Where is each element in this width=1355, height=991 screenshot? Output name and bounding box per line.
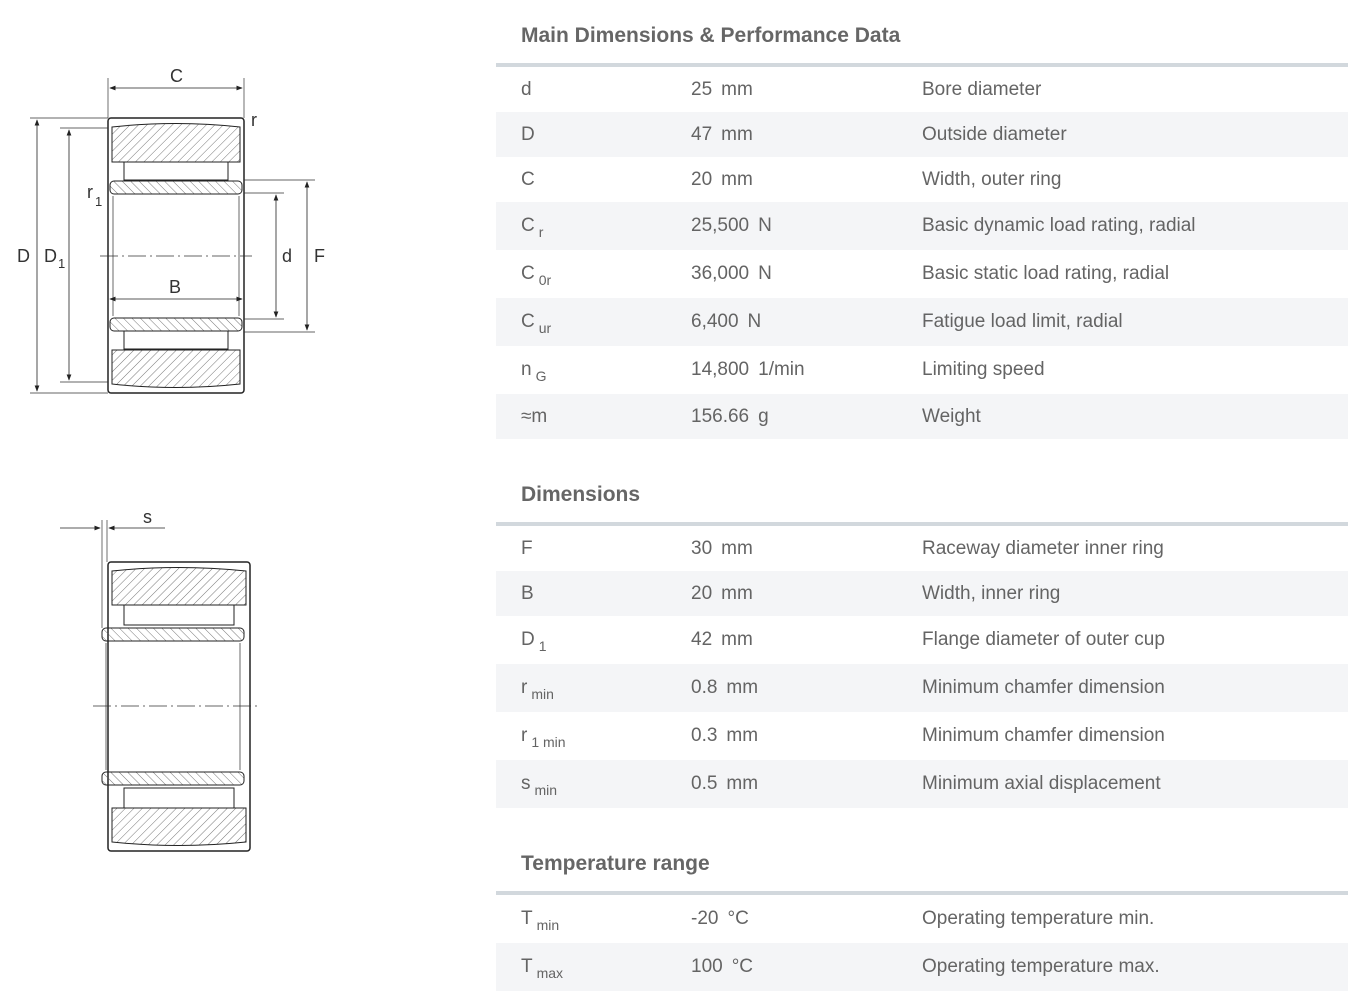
symbol-subscript: min bbox=[531, 686, 554, 702]
table-row bbox=[496, 616, 1348, 664]
description: Minimum chamfer dimension bbox=[922, 725, 1165, 746]
description: Outside diameter bbox=[897, 112, 1348, 157]
needle-bottom bbox=[124, 788, 234, 808]
label-C: C bbox=[170, 66, 183, 86]
unit: mm bbox=[721, 629, 753, 650]
value-cell bbox=[666, 67, 897, 112]
symbol-subscript: min bbox=[534, 782, 558, 798]
symbol: T bbox=[521, 908, 533, 929]
table-row bbox=[496, 298, 1348, 346]
symbol: d bbox=[521, 78, 532, 100]
symbol-subscript: r bbox=[538, 224, 544, 240]
description: Limiting speed bbox=[922, 359, 1045, 380]
label-d: d bbox=[282, 246, 293, 266]
symbol: B bbox=[521, 582, 534, 604]
main-dimensions-table bbox=[496, 67, 1348, 439]
unit: mm bbox=[721, 168, 753, 190]
inner-ring-top bbox=[102, 628, 244, 641]
description: Weight bbox=[897, 394, 1348, 439]
symbol: C bbox=[521, 168, 535, 190]
section-main-dimensions bbox=[496, 0, 1348, 439]
symbol-subscript: 0r bbox=[538, 272, 552, 288]
value-cell bbox=[666, 760, 897, 808]
value-cell bbox=[666, 664, 897, 712]
section-temperature-range bbox=[496, 828, 1348, 991]
description: Minimum chamfer dimension bbox=[897, 664, 1348, 712]
label-s: s bbox=[143, 507, 152, 527]
symbol-cell bbox=[496, 157, 666, 202]
table-row bbox=[496, 346, 1348, 394]
inner-ring-top bbox=[110, 181, 242, 194]
value-cell bbox=[666, 616, 897, 664]
symbol-cell bbox=[496, 712, 666, 760]
symbol-subscript: G bbox=[535, 368, 547, 384]
symbol-subscript: 1 bbox=[538, 638, 547, 654]
symbol: r bbox=[521, 725, 528, 746]
label-D1-sub: 1 bbox=[58, 256, 66, 271]
table-row bbox=[496, 67, 1348, 112]
value-cell bbox=[666, 157, 897, 202]
symbol: C bbox=[521, 311, 535, 332]
value-cell bbox=[666, 202, 897, 250]
table-row bbox=[496, 526, 1348, 571]
value: 14,800 bbox=[691, 359, 750, 380]
symbol-subscript: max bbox=[536, 965, 564, 981]
table-row bbox=[496, 712, 1348, 760]
value: -20 bbox=[691, 908, 719, 929]
label-D1: D bbox=[44, 246, 57, 266]
inner-ring-bottom bbox=[102, 772, 244, 785]
outer-ring-bottom bbox=[112, 808, 246, 846]
value: 0.8 bbox=[691, 677, 718, 698]
unit: N bbox=[758, 263, 772, 284]
symbol-cell bbox=[496, 943, 666, 991]
symbol-cell bbox=[496, 895, 666, 943]
section-title: Dimensions bbox=[521, 483, 641, 506]
value-cell bbox=[666, 712, 897, 760]
label-r1: r bbox=[87, 182, 93, 202]
section-dimensions bbox=[496, 459, 1348, 808]
table-row bbox=[496, 760, 1348, 808]
table-row bbox=[496, 112, 1348, 157]
value: 20 bbox=[691, 582, 713, 604]
symbol: D bbox=[521, 629, 535, 650]
value: 156.66 bbox=[691, 405, 750, 427]
description: Bore diameter bbox=[922, 78, 1042, 100]
unit: °C bbox=[727, 908, 749, 929]
table-row bbox=[496, 157, 1348, 202]
section-title: Main Dimensions & Performance Data bbox=[521, 24, 901, 47]
value: 0.3 bbox=[691, 725, 718, 746]
value-cell bbox=[666, 526, 897, 571]
description: Width, inner ring bbox=[897, 571, 1348, 616]
table-row bbox=[496, 943, 1348, 991]
symbol-cell bbox=[496, 202, 666, 250]
symbol-cell bbox=[496, 571, 666, 616]
value: 6,400 bbox=[691, 311, 739, 332]
value-cell bbox=[666, 298, 897, 346]
unit: °C bbox=[731, 956, 754, 977]
description: Minimum axial displacement bbox=[897, 760, 1348, 808]
needle-top bbox=[124, 605, 234, 625]
value: 25 bbox=[691, 78, 713, 100]
unit: g bbox=[758, 405, 769, 427]
value: 47 bbox=[691, 123, 713, 145]
value: 25,500 bbox=[691, 215, 750, 236]
value-cell bbox=[666, 250, 897, 298]
symbol: s bbox=[521, 773, 531, 794]
symbol-cell bbox=[496, 346, 666, 394]
dimensions-table bbox=[496, 526, 1348, 808]
description: Width, outer ring bbox=[922, 168, 1062, 190]
table-row bbox=[496, 895, 1348, 943]
symbol-cell bbox=[496, 250, 666, 298]
unit: mm bbox=[721, 123, 753, 145]
label-F: F bbox=[314, 246, 325, 266]
label-B: B bbox=[169, 277, 182, 297]
symbol-cell bbox=[496, 298, 666, 346]
label-r: r bbox=[251, 110, 257, 130]
unit: N bbox=[747, 311, 762, 332]
unit: mm bbox=[726, 725, 759, 746]
value: 36,000 bbox=[691, 263, 750, 284]
needle-top bbox=[124, 162, 228, 180]
description: Operating temperature max. bbox=[897, 943, 1348, 991]
value-cell bbox=[666, 895, 897, 943]
needle-bottom bbox=[124, 331, 228, 349]
symbol-cell bbox=[496, 760, 666, 808]
symbol-subscript: 1 min bbox=[531, 734, 566, 750]
outer-ring-bottom bbox=[112, 350, 240, 388]
symbol-cell bbox=[496, 616, 666, 664]
symbol: C bbox=[521, 215, 535, 236]
symbol-subscript: min bbox=[536, 917, 560, 933]
label-D: D bbox=[17, 246, 30, 266]
symbol-cell bbox=[496, 112, 666, 157]
value: 30 bbox=[691, 537, 713, 559]
unit: mm bbox=[726, 677, 759, 698]
symbol-cell bbox=[496, 526, 666, 571]
table-row bbox=[496, 571, 1348, 616]
unit: N bbox=[758, 215, 772, 236]
inner-ring-bottom bbox=[110, 318, 242, 331]
symbol: F bbox=[521, 537, 533, 559]
value-cell bbox=[666, 943, 897, 991]
table-row bbox=[496, 202, 1348, 250]
symbol-cell bbox=[496, 664, 666, 712]
value-cell bbox=[666, 394, 897, 439]
symbol: ≈m bbox=[521, 405, 548, 427]
value: 100 bbox=[691, 956, 723, 977]
symbol-cell bbox=[496, 67, 666, 112]
symbol: n bbox=[521, 359, 532, 380]
symbol: r bbox=[521, 677, 528, 698]
outer-ring-top bbox=[112, 568, 246, 606]
description: Fatigue load limit, radial bbox=[897, 298, 1348, 346]
label-r1-sub: 1 bbox=[95, 194, 103, 209]
value: 20 bbox=[691, 168, 713, 190]
specification-tables bbox=[496, 0, 1348, 991]
unit: mm bbox=[721, 537, 753, 559]
unit: 1/min bbox=[758, 359, 805, 380]
bearing-axial-displacement-drawing bbox=[40, 500, 280, 860]
table-row bbox=[496, 394, 1348, 439]
table-row bbox=[496, 250, 1348, 298]
description: Basic static load rating, radial bbox=[922, 263, 1170, 284]
bearing-cross-section-drawing bbox=[0, 55, 340, 405]
section-title: Temperature range bbox=[521, 852, 710, 875]
outer-ring-top bbox=[112, 124, 240, 163]
value: 0.5 bbox=[691, 773, 718, 794]
symbol-cell bbox=[496, 394, 666, 439]
table-row bbox=[496, 664, 1348, 712]
symbol-subscript: ur bbox=[538, 320, 552, 336]
description: Basic dynamic load rating, radial bbox=[897, 202, 1348, 250]
description: Flange diameter of outer cup bbox=[922, 629, 1165, 650]
symbol: C bbox=[521, 263, 535, 284]
unit: mm bbox=[721, 582, 753, 604]
unit: mm bbox=[721, 78, 753, 100]
value: 42 bbox=[691, 629, 713, 650]
unit: mm bbox=[726, 773, 759, 794]
symbol: D bbox=[521, 123, 535, 145]
value-cell bbox=[666, 346, 897, 394]
value-cell bbox=[666, 112, 897, 157]
symbol: T bbox=[521, 956, 533, 977]
description: Raceway diameter inner ring bbox=[922, 537, 1164, 559]
description: Operating temperature min. bbox=[922, 908, 1155, 929]
value-cell bbox=[666, 571, 897, 616]
